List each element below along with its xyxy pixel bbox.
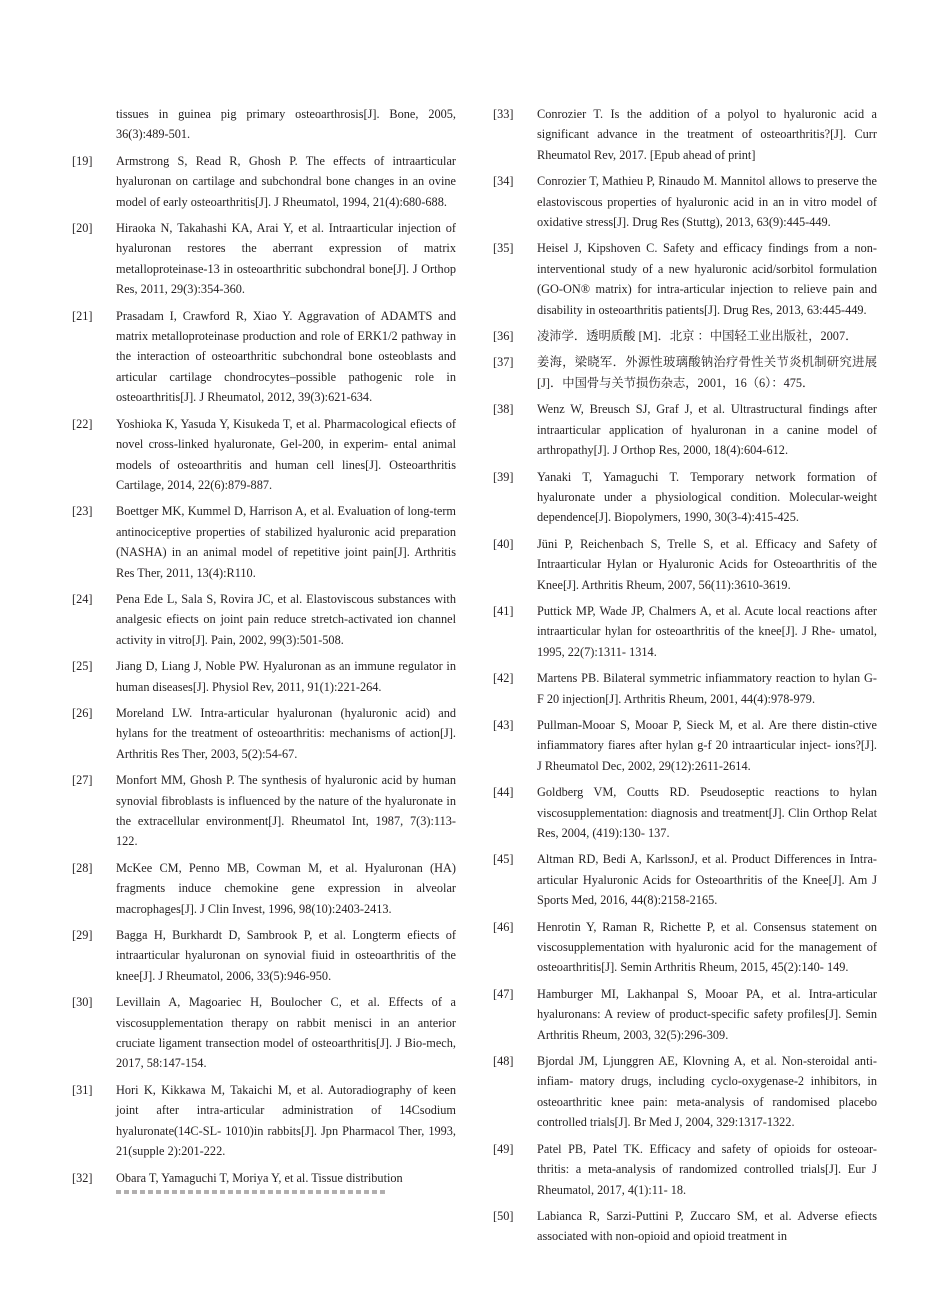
reference-text: Bagga H, Burkhardt D, Sambrook P, et al. Longterm efiects of intraarticular hyaluronan on synovial fiuid in osteoarthritis of the knee[J]. J Rheumatol, 2006, 33(5):946-950. bbox=[116, 928, 456, 983]
reference-text: Moreland LW. Intra-articular hyaluronan (hyaluronic acid) and hylans for the treatment of osteoarthritis: mechanisms of action[J]. Arthritis Res Ther, 2003, 5(2):54-67. bbox=[116, 705, 456, 761]
reference-entry bbox=[493, 917, 877, 978]
reference-entry bbox=[493, 601, 877, 662]
reference-entry bbox=[72, 656, 456, 697]
reference-text: Jiang D, Liang J, Noble PW. Hyaluronan as an immune regulator in human diseases[J]. Physiol Rev, 2011, 91(1):221-264. bbox=[116, 659, 456, 694]
reference-entry bbox=[493, 715, 877, 776]
reference-number: [28] bbox=[72, 860, 93, 875]
reference-entry bbox=[493, 1206, 877, 1247]
reference-entry bbox=[493, 352, 877, 393]
reference-entry bbox=[72, 218, 456, 300]
reference-entry bbox=[72, 703, 456, 764]
reference-text: Hori K, Kikkawa M, Takaichi M, et al. Autoradiography of keen joint after intra-articular administration of 14Csodium hyaluronate(14C-SL- 1010)in rabbits[J]. Jpn Pharmacol Ther, 1993, 21(supple 2):201-222. bbox=[116, 1082, 456, 1159]
reference-number: [22] bbox=[72, 416, 93, 431]
reference-entry bbox=[493, 467, 877, 528]
reference-entry bbox=[493, 1139, 877, 1200]
reference-number: [47] bbox=[493, 986, 514, 1001]
reference-number bbox=[72, 104, 116, 145]
reference-number: [25] bbox=[72, 659, 93, 674]
reference-number: [40] bbox=[493, 536, 514, 551]
reference-text: Pullman-Mooar S, Mooar P, Sieck M, et al. Are there distin-ctive infiammatory fiares after hylan g-f 20 intraarticular inject- ions?[J]. J Rheumatol Dec, 2002, 29(12):2611-2614. bbox=[537, 717, 877, 773]
reference-entry bbox=[72, 501, 456, 583]
reference-text: Conrozier T, Mathieu P, Rinaudo M. Mannitol allows to preserve the elastoviscous properties of hyaluronic acid in an in vitro model of oxidative stress[J]. Drug Res (Stuttg), 2013, 63(9):445-449. bbox=[537, 174, 877, 230]
reference-entry bbox=[72, 151, 456, 212]
reference-entry bbox=[493, 171, 877, 232]
reference-text: Henrotin Y, Raman R, Richette P, et al. Consensus statement on viscosupplementation with hyaluronic acid for the management of osteoarthritis[J]. Semin Arthritis Rheum, 2015, 45(2):140- 149. bbox=[537, 919, 877, 975]
reference-text: Jüni P, Reichenbach S, Trelle S, et al. Efficacy and Safety of Intraarticular Hylan or Hyaluronic Acids for Osteoarthritis of the Knee[J]. Arthritis Rheum, 2007, 56(11):3610-3619. bbox=[537, 536, 877, 592]
reference-entry bbox=[72, 1080, 456, 1162]
left-reference-column bbox=[72, 104, 456, 1216]
reference-text: Puttick MP, Wade JP, Chalmers A, et al. Acute local reactions after intraarticular hylan for osteoarthritis of the knee[J]. J Rhe- umatol, 1995, 22(7):1311- 1314. bbox=[537, 603, 877, 659]
reference-text: Hiraoka N, Takahashi KA, Arai Y, et al. Intraarticular injection of hyaluronan restores the aberrant expression of matrix metalloproteinase-13 in osteoarthritic subchondral bone[J]. J Orthop Res, 2011, 29(3):354-360. bbox=[116, 221, 456, 297]
reference-number: [34] bbox=[493, 174, 514, 189]
reference-entry bbox=[493, 104, 877, 165]
reference-number: [46] bbox=[493, 919, 514, 934]
reference-text: Heisel J, Kipshoven C. Safety and efficacy findings from a non-interventional study of a new hyaluronic acid/sorbitol formulation (GO-ON® matrix) for intra-articular injection to relieve pain and disability in osteoarthritis patients[J]. Drug Res, 2013, 63:445-449. bbox=[537, 241, 877, 317]
reference-entry bbox=[493, 399, 877, 460]
reference-entry bbox=[72, 104, 456, 145]
reference-number: [41] bbox=[493, 603, 514, 618]
reference-number: [26] bbox=[72, 705, 93, 720]
reference-text: Monfort MM, Ghosh P. The synthesis of hyaluronic acid by human synovial fibroblasts is influenced by the nature of the hyaluronate in the extracellular environment[J]. Rheumatol Int, 1987, 7(3):113- 122. bbox=[116, 773, 456, 849]
reference-entry bbox=[493, 984, 877, 1045]
reference-number: [31] bbox=[72, 1082, 93, 1097]
cropped-text-line bbox=[116, 1188, 456, 1194]
reference-entry bbox=[493, 782, 877, 843]
reference-number: [38] bbox=[493, 402, 514, 417]
reference-number: [20] bbox=[72, 221, 93, 236]
reference-text: Yanaki T, Yamaguchi T. Temporary network formation of hyaluronate under a physiological condition. Molecular-weight dependence[J]. Biopolymers, 1990, 30(3-4):415-425. bbox=[537, 469, 877, 525]
reference-text: Martens PB. Bilateral symmetric infiammatory reaction to hylan G-F 20 injection[J]. Arthritis Rheum, 2001, 44(4):978-979. bbox=[537, 671, 877, 706]
reference-text: Obara T, Yamaguchi T, Moriya Y, et al. Tissue distribution bbox=[116, 1170, 403, 1185]
reference-number: [29] bbox=[72, 928, 93, 943]
reference-number: [32] bbox=[72, 1170, 93, 1185]
reference-entry bbox=[493, 668, 877, 709]
reference-text: 凌沛学．透明质酸 [M]．北京 ：中国轻工业出版社，2007． bbox=[537, 329, 858, 344]
reference-entry bbox=[72, 414, 456, 496]
reference-text: Hamburger MI, Lakhanpal S, Mooar PA, et al. Intra-articular hyaluronans: A review of product-specific safety profiles[J]. Semin Arthritis Rheum, 2003, 32(5):296-309. bbox=[537, 986, 877, 1042]
reference-number: [30] bbox=[72, 995, 93, 1010]
reference-number: [35] bbox=[493, 241, 514, 256]
reference-number: [49] bbox=[493, 1141, 514, 1156]
reference-number: [43] bbox=[493, 717, 514, 732]
reference-entry bbox=[493, 238, 877, 320]
reference-entry bbox=[493, 326, 877, 346]
reference-number: [23] bbox=[72, 504, 93, 519]
reference-number: [48] bbox=[493, 1054, 514, 1069]
reference-entry bbox=[72, 1168, 456, 1188]
reference-text: Altman RD, Bedi A, KarlssonJ, et al. Product Differences in Intra-articular Hyaluronic Acids for Osteoarthritis of the Knee[J]. Am J Sports Med, 2016, 44(8):2158-2165. bbox=[537, 852, 877, 908]
reference-number: [39] bbox=[493, 469, 514, 484]
reference-text: Pena Ede L, Sala S, Rovira JC, et al. Elastoviscous substances with analgesic efiects on joint pain reduce stretch-activated ion channel activity in vitro[J]. Pain, 2002, 99(3):501-508. bbox=[116, 591, 456, 647]
reference-entry bbox=[493, 849, 877, 910]
reference-text: Labianca R, Sarzi-Puttini P, Zuccaro SM, et al. Adverse efiects associated with non-opioid and opioid treatment in bbox=[537, 1208, 877, 1244]
reference-number: [24] bbox=[72, 591, 93, 606]
reference-entry bbox=[72, 925, 456, 986]
reference-number: [42] bbox=[493, 671, 514, 686]
reference-text: tissues in guinea pig primary osteoarthrosis[J]. Bone, 2005, 36(3):489-501. bbox=[116, 107, 456, 142]
reference-number: [44] bbox=[493, 785, 514, 800]
reference-text: Conrozier T. Is the addition of a polyol to hyaluronic acid a significant advance in the treatment of osteoarthritis?[J]. Curr Rheumatol Rev, 2017. [Epub ahead of print] bbox=[537, 107, 877, 162]
reference-text: Goldberg VM, Coutts RD. Pseudoseptic reactions to hylan viscosupplementation: diagnosis and treatment[J]. Clin Orthop Relat Res, 2004, (419):130- 137. bbox=[537, 785, 877, 840]
reference-number: [36] bbox=[493, 329, 514, 344]
reference-number: [45] bbox=[493, 852, 514, 867]
reference-number: [27] bbox=[72, 773, 93, 788]
reference-text: McKee CM, Penno MB, Cowman M, et al. Hyaluronan (HA) fragments induce chemokine gene expression in alveolar macrophages[J]. J Clin Invest, 1996, 98(10):2403-2413. bbox=[116, 860, 456, 916]
right-reference-column bbox=[493, 104, 877, 1253]
reference-text: Prasadam I, Crawford R, Xiao Y. Aggravation of ADAMTS and matrix metalloproteinase production and role of ERK1/2 pathway in the interaction of osteoarthritic subchondral bone osteoblasts and articular cartilage chondrocytes–possible pathogenic role in osteoarthritis[J]. J Rheumatol, 2012, 39(3):621-634. bbox=[116, 308, 456, 405]
reference-entry bbox=[72, 858, 456, 919]
reference-number: [37] bbox=[493, 355, 514, 370]
reference-text: Bjordal JM, Ljunggren AE, Klovning A, et al. Non-steroidal anti- infiam- matory drugs, including cyclo-oxygenase-2 inhibitors, in osteoarthritic knee pain: meta-analysis of randomised placebo controlled trials[J]. Br Med J, 2004, 329:1317-1322. bbox=[537, 1054, 877, 1130]
reference-entry bbox=[72, 992, 456, 1074]
reference-entry bbox=[72, 770, 456, 852]
reference-text: Wenz W, Breusch SJ, Graf J, et al. Ultrastructural findings after intraarticular application of hyaluronan in a canine model of arthropathy[J]. J Orthop Res, 2000, 18(4):604-612. bbox=[537, 402, 877, 458]
reference-entry bbox=[493, 534, 877, 595]
reference-text: Armstrong S, Read R, Ghosh P. The effects of intraarticular hyaluronan on cartilage and subchondral bone changes in an ovine model of early osteoarthritis[J]. J Rheumatol, 1994, 21(4):680-688. bbox=[116, 153, 456, 209]
reference-text: Yoshioka K, Yasuda Y, Kisukeda T, et al. Pharmacological efiects of novel cross-linked hyaluronate, Gel-200, in experim- ental animal models of osteoarthritis and human cell lines[J]. Osteoarthritis Cartilage, 2014, 22(6):879-887. bbox=[116, 416, 456, 492]
reference-text: Patel PB, Patel TK. Efficacy and safety of opioids for osteoar- thritis: a meta-analysis of randomized controlled trials[J]. Eur J Rheumatol, 2017, 4(1):11- 18. bbox=[537, 1141, 877, 1197]
reference-number: [33] bbox=[493, 107, 514, 121]
reference-text: Levillain A, Magoariec H, Boulocher C, et al. Effects of a viscosupplementation therapy on rabbit menisci in an anterior cruciate ligament transection model of osteoarthritis[J]. J Bio-mech, 2017, 58:147-154. bbox=[116, 995, 456, 1071]
reference-entry bbox=[72, 306, 456, 408]
reference-entry bbox=[72, 589, 456, 650]
reference-number: [21] bbox=[72, 308, 93, 323]
reference-number: [50] bbox=[493, 1208, 514, 1223]
reference-number: [19] bbox=[72, 153, 93, 168]
reference-text: Boettger MK, Kummel D, Harrison A, et al. Evaluation of long-term antinociceptive properties of stabilized hyaluronic acid preparation (NASHA) in an animal model of repetitive joint pain[J]. Arthritis Res Ther, 2011, 13(4):R110. bbox=[116, 504, 456, 580]
reference-entry bbox=[493, 1051, 877, 1133]
reference-text: 姜海，梁晓军．外源性玻璃酸钠治疗骨性关节炎机制研究进展 [J]．中国骨与关节损伤杂志，2001，16（6）：475． bbox=[537, 355, 877, 390]
